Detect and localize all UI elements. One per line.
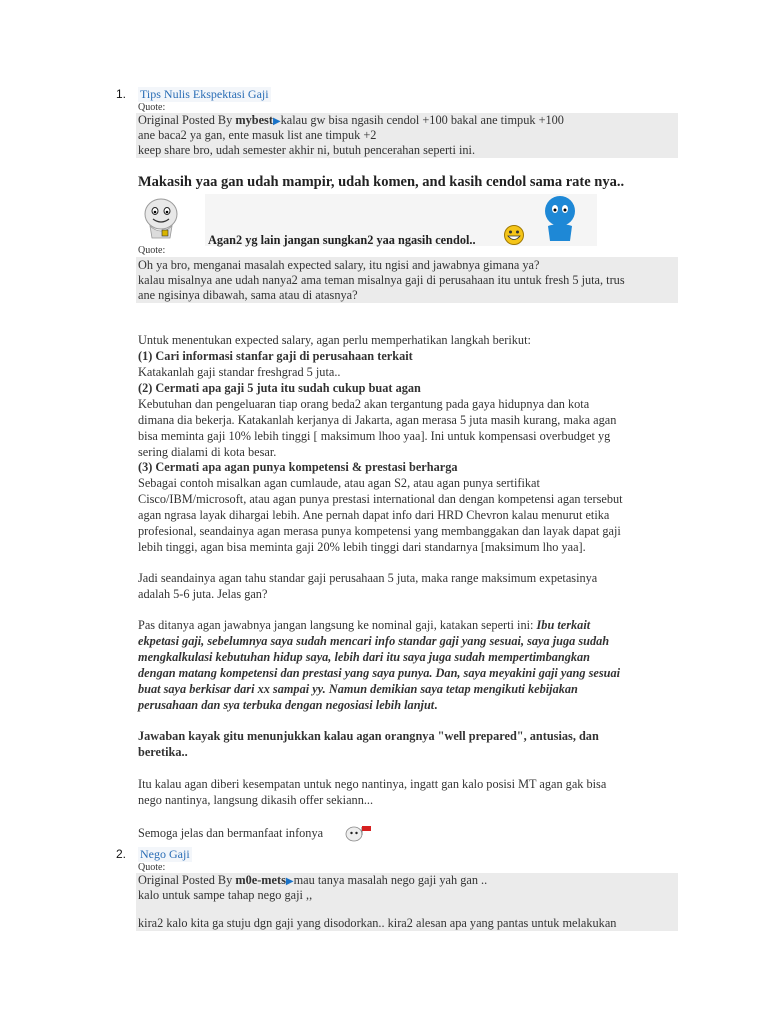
user-arrow-icon[interactable]: ▶ <box>272 116 281 127</box>
quote2-line2: kalau misalnya ane udah nanya2 ama teman misalnya gaji di perusahaan itu untuk fresh 5 juta, trus <box>138 273 625 287</box>
step-2-heading: (2) Cermati apa gaji 5 juta itu sudah cukup buat agan <box>138 381 421 395</box>
step-3-line3: agan ngrasa layak dihargai lebih. Ane pernah dapat info dari HRD Chevron kalau menurut etika <box>138 508 610 522</box>
well-prepared-line1: Jawaban kayak gitu menunjukkan kalau agan orangnya "well prepared", antusias, dan <box>138 729 599 743</box>
quote-label-1: Quote: <box>138 102 166 113</box>
quote-author-link-2[interactable]: m0e-mets <box>235 873 286 887</box>
list-number-1: 1. <box>116 87 127 101</box>
step-2-line2: dimana dia bekerja. Katakanlah kerjanya di Jakarta, agan merasa 5 juta masih kurang, maka agan <box>138 413 617 427</box>
quote1-line3: keep share bro, udah semester akhir ni, butuh pencerahan seperti ini. <box>138 143 476 157</box>
smiley-ghost-icon <box>140 194 184 244</box>
blue-mascot-icon <box>540 194 580 242</box>
list-number-2: 2. <box>116 847 127 861</box>
well-prepared-line2: beretika.. <box>138 745 188 759</box>
mailbox-icon <box>344 823 374 843</box>
quote-label-3: Quote: <box>138 862 166 873</box>
quote2-line1: Oh ya bro, menganai masalah expected salary, itu ngisi and jawabnya gimana ya? <box>138 258 540 272</box>
answer-line6: perusahaan dan sya terbuka dengan negosiasi lebih lanjut. <box>138 698 438 712</box>
post-title-link-2[interactable]: Nego Gaji <box>140 847 190 861</box>
quote2-line3: ane ngisinya dibawah, sama atau di atasnya? <box>138 288 358 302</box>
step-1-text: Katakanlah gaji standar freshgrad 5 juta.. <box>138 365 341 379</box>
body-intro: Untuk menentukan expected salary, agan perlu memperhatikan langkah berikut: <box>138 333 531 347</box>
answer-line1: Pas ditanya agan jawabnya jangan langsung ke nominal gaji, katakan seperti ini: Ibu terkait <box>138 618 591 632</box>
quote3-line1: Original Posted By m0e-mets▶mau tanya masalah nego gaji yah gan .. <box>138 873 488 887</box>
quote-author-link[interactable]: mybest <box>235 113 273 127</box>
others-invite-text: Agan2 yg lain jangan sungkan2 yaa ngasih cendol.. <box>208 233 476 247</box>
nego-note-line2: nego nantinya, langsung dikasih offer sekiann... <box>138 793 374 807</box>
post-title-link-1[interactable]: Tips Nulis Ekspektasi Gaji <box>140 87 269 101</box>
step-1-heading: (1) Cari informasi stanfar gaji di perusahaan terkait <box>138 349 413 363</box>
nego-note-line1: Itu kalau agan diberi kesempatan untuk nego nantinya, ingatt gan kalo posisi MT agan gak bisa <box>138 777 607 791</box>
step-3-line5: lebih tinggi, agan bisa meminta gaji 20% lebih tinggi dari standarnya [maksimum lho yaa]. <box>138 540 586 554</box>
step-3-line4: profesional, seandainya agan merasa punya kompetensi yang membanggakan dan layak dapat gaji <box>138 524 621 538</box>
answer-line4: dengan matang kompetensi dan prestasi yang saya punya. Dan, saya meyakini gaji yang sesuai <box>138 666 621 680</box>
step-2-line1: Kebutuhan dan pengeluaran tiap orang beda2 akan tergantung pada gaya hidupnya dan kota <box>138 397 590 411</box>
quote3-line2: kalo untuk sampe tahap nego gaji ,, <box>138 888 313 902</box>
range-line1: Jadi seandainya agan tahu standar gaji perusahaan 5 juta, maka range maksimum expetasinya <box>138 571 598 585</box>
step-2-line4: sering dialami di kota besar. <box>138 445 277 459</box>
answer-line3: mengkalkulasi kebutuhan hidup saya, lebih dari itu saya juga sudah mempertimbangkan <box>138 650 591 664</box>
step-3-line2: Cisco/IBM/microsoft, atau agan punya prestasi international dan dengan kompetensi agan tersebut <box>138 492 623 506</box>
quote3-line3: kira2 kalo kita ga stuju dgn gaji yang disodorkan.. kira2 alesan apa yang pantas untuk melakukan <box>138 916 617 930</box>
quote-label-2: Quote: <box>138 245 166 256</box>
closing-line: Semoga jelas dan bermanfaat infonya <box>138 826 324 840</box>
grin-icon <box>503 224 525 246</box>
quote1-line2: ane baca2 ya gan, ente masuk list ane timpuk +2 <box>138 128 377 142</box>
range-line2: adalah 5-6 juta. Jelas gan? <box>138 587 268 601</box>
step-2-line3: bisa meminta gaji 10% lebih tinggi [ maksimum lhoo yaa]. Ini untuk kompensasi overbudget yg <box>138 429 611 443</box>
answer-line2: ekpetasi gaji, sebelumnya saya sudah mencari info standar gaji yang sesuai, saya juga sudah <box>138 634 610 648</box>
user-arrow-icon-2[interactable]: ▶ <box>285 876 294 887</box>
quote1-line1: Original Posted By mybest▶kalau gw bisa ngasih cendol +100 bakal ane timpuk +100 <box>138 113 564 127</box>
step-3-line1: Sebagai contoh misalkan agan cumlaude, atau agan S2, atau agan punya sertifikat <box>138 476 540 490</box>
step-3-heading: (3) Cermati apa agan punya kompetensi & prestasi berharga <box>138 460 458 474</box>
thanks-heading: Makasih yaa gan udah mampir, udah komen, and kasih cendol sama rate nya.. <box>138 174 625 190</box>
answer-line5: buat saya berkisar dari xx sampai yy. Namun demikian saya tetap mengikuti kebijakan <box>138 682 578 696</box>
